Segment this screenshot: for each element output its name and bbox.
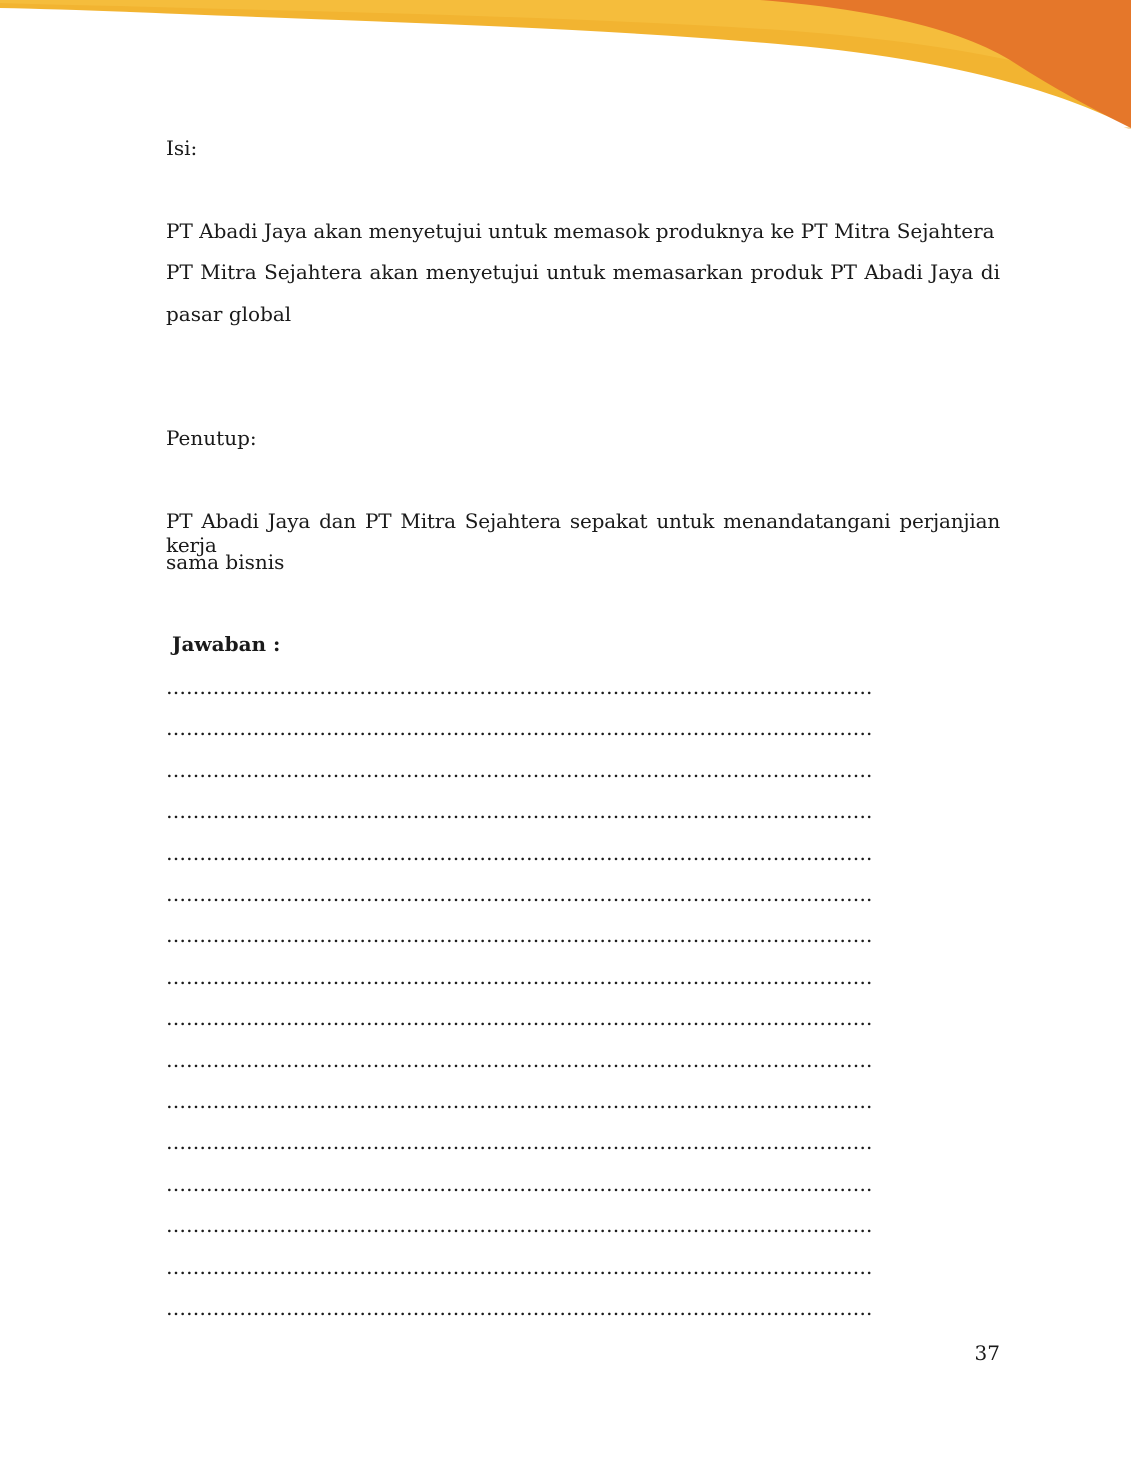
isi-line-3: pasar global — [166, 302, 292, 326]
answer-line[interactable]: ……………………………………………………………………………………………. — [166, 1171, 873, 1196]
answer-line[interactable]: ……………………………………………………………………………………………. — [166, 799, 873, 824]
penutup-line-2: sama bisnis — [166, 550, 285, 574]
answer-line[interactable]: ……………………………………………………………………………………………. — [166, 840, 873, 865]
answer-line[interactable]: ……………………………………………………………………………………………. — [166, 1254, 873, 1279]
answer-line[interactable]: ……………………………………………………………………………………………. — [166, 1296, 873, 1320]
page-number: 37 — [974, 1341, 1000, 1365]
answer-line[interactable]: ……………………………………………………………………………………………. — [166, 964, 873, 989]
answer-line[interactable]: ……………………………………………………………………………………………. — [166, 1047, 873, 1072]
header-decoration — [0, 0, 1131, 135]
answer-line[interactable]: ……………………………………………………………………………………………. — [166, 716, 873, 741]
isi-line-1: PT Abadi Jaya akan menyetujui untuk memasok produknya ke PT Mitra Sejahtera — [166, 219, 995, 243]
answer-line[interactable]: ……………………………………………………………………………………………. — [166, 757, 873, 782]
isi-line-2: PT Mitra Sejahtera akan menyetujui untuk memasarkan produk PT Abadi Jaya di — [166, 260, 1000, 284]
answer-label: Jawaban : — [172, 632, 281, 656]
isi-heading: Isi: — [166, 136, 198, 160]
answer-line[interactable]: ……………………………………………………………………………………………. — [166, 923, 873, 948]
answer-line[interactable]: ……………………………………………………………………………………………. — [166, 1006, 873, 1031]
answer-line[interactable]: ……………………………………………………………………………………………. — [166, 882, 873, 906]
answer-line[interactable]: ……………………………………………………………………………………………. — [166, 1089, 873, 1113]
penutup-line-1: PT Abadi Jaya dan PT Mitra Sejahtera sepakat untuk menandatangani perjanjian kerja — [166, 509, 1000, 557]
answer-line[interactable]: ……………………………………………………………………………………………. — [166, 675, 873, 699]
penutup-heading: Penutup: — [166, 426, 257, 450]
answer-line[interactable]: ……………………………………………………………………………………………. — [166, 1213, 873, 1238]
answer-line[interactable]: ……………………………………………………………………………………………. — [166, 1130, 873, 1155]
